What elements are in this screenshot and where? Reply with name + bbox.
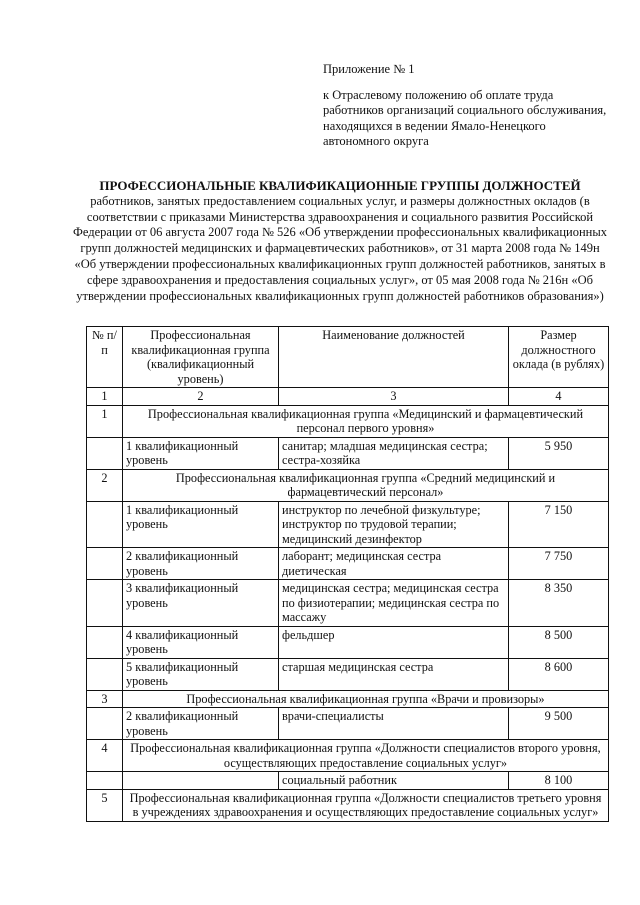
position-names: врачи-специалисты (279, 708, 509, 740)
group-number: 5 (87, 789, 123, 821)
table-row (87, 437, 609, 469)
row-num-empty (87, 708, 123, 740)
salary-value: 5 950 (509, 437, 609, 469)
row-num-empty (87, 548, 123, 580)
col-number: 3 (279, 388, 509, 406)
title-main: ПРОФЕССИОНАЛЬНЫЕ КВАЛИФИКАЦИОННЫЕ ГРУППЫ ДОЛЖНОСТЕЙ (99, 178, 581, 193)
group-title: Профессиональная квалификационная группа «Врачи и провизоры» (123, 690, 609, 708)
salary-value: 7 750 (509, 548, 609, 580)
table-row (87, 548, 609, 580)
row-num-empty (87, 658, 123, 690)
position-names: социальный работник (279, 772, 509, 790)
qualification-level: 4 квалификационный уровень (123, 626, 279, 658)
title-subtitle: работников, занятых предоставлением социальных услуг, и размеры должностных окладов (в соответствии с приказами Министерства здравоохранения и социального развития Российской Федерации от 06 августа 2007 года № 526 «Об утверждении профессиональных квалификационных групп должностей медицинских и фармацевтических работников», от 31 марта 2008 года № 149н «Об утверждении профессиональных квалификационных групп должностей работников, занятых в сфере здравоохранения и предоставления социальных услуг», от 05 мая 2008 года № 216н «Об утверждении профессиональных квалификационных групп должностей работников образования») (73, 193, 607, 303)
row-num-empty (87, 501, 123, 548)
table-row (87, 626, 609, 658)
group-row (87, 690, 609, 708)
table-header-row (87, 327, 609, 388)
position-names: фельдшер (279, 626, 509, 658)
qualification-level: 1 квалификационный уровень (123, 437, 279, 469)
group-title: Профессиональная квалификационная группа «Средний медицинский и фармацевтический персонал» (123, 469, 609, 501)
group-row (87, 469, 609, 501)
qualification-level: 5 квалификационный уровень (123, 658, 279, 690)
salary-value: 8 600 (509, 658, 609, 690)
group-title: Профессиональная квалификационная группа «Должности специалистов второго уровня, осуществляющих предоставление социальных услуг» (123, 740, 609, 772)
salary-value: 8 500 (509, 626, 609, 658)
group-row (87, 405, 609, 437)
qualification-level: 2 квалификационный уровень (123, 548, 279, 580)
group-title: Профессиональная квалификационная группа «Должности специалистов третьего уровня в учреждениях здравоохранения и осуществляющих предоставление социальных услуг» (123, 789, 609, 821)
qualification-level: 1 квалификационный уровень (123, 501, 279, 548)
salary-value: 9 500 (509, 708, 609, 740)
table-row (87, 580, 609, 627)
header-num: № п/п (87, 327, 123, 388)
position-names: инструктор по лечебной физкультуре; инструктор по трудовой терапии; медицинский дезинфектор (279, 501, 509, 548)
header-positions: Наименование должностей (279, 327, 509, 388)
table-row (87, 708, 609, 740)
column-numbers-row (87, 388, 609, 406)
qualification-level: 2 квалификационный уровень (123, 708, 279, 740)
group-row (87, 789, 609, 821)
appendix-text: к Отраслевому положению об оплате труда работников организаций социального обслуживания, находящихся в ведении Ямало-Ненецкого автономного округа (323, 87, 607, 148)
position-names: санитар; младшая медицинская сестра; сестра-хозяйка (279, 437, 509, 469)
header-group: Профессиональная квалификационная группа (квалификационный уровень) (123, 327, 279, 388)
col-number: 2 (123, 388, 279, 406)
document-title (70, 178, 610, 304)
positions-table (86, 326, 609, 822)
group-number: 4 (87, 740, 123, 772)
row-num-empty (87, 772, 123, 790)
table-row (87, 772, 609, 790)
col-number: 1 (87, 388, 123, 406)
group-number: 1 (87, 405, 123, 437)
appendix-number: Приложение № 1 (323, 62, 415, 76)
row-num-empty (87, 437, 123, 469)
table-row (87, 501, 609, 548)
qualification-level: 3 квалификационный уровень (123, 580, 279, 627)
salary-value: 8 350 (509, 580, 609, 627)
row-num-empty (87, 626, 123, 658)
qualification-level (123, 772, 279, 790)
col-number: 4 (509, 388, 609, 406)
salary-value: 7 150 (509, 501, 609, 548)
row-num-empty (87, 580, 123, 627)
salary-value: 8 100 (509, 772, 609, 790)
position-names: старшая медицинская сестра (279, 658, 509, 690)
header-salary: Размер должностного оклада (в рублях) (509, 327, 609, 388)
position-names: медицинская сестра; медицинская сестра по физиотерапии; медицинская сестра по массажу (279, 580, 509, 627)
group-title: Профессиональная квалификационная группа «Медицинский и фармацевтический персонал первого уровня» (123, 405, 609, 437)
table-row (87, 658, 609, 690)
group-number: 3 (87, 690, 123, 708)
group-row (87, 740, 609, 772)
group-number: 2 (87, 469, 123, 501)
position-names: лаборант; медицинская сестра диетическая (279, 548, 509, 580)
appendix-block (323, 62, 613, 150)
